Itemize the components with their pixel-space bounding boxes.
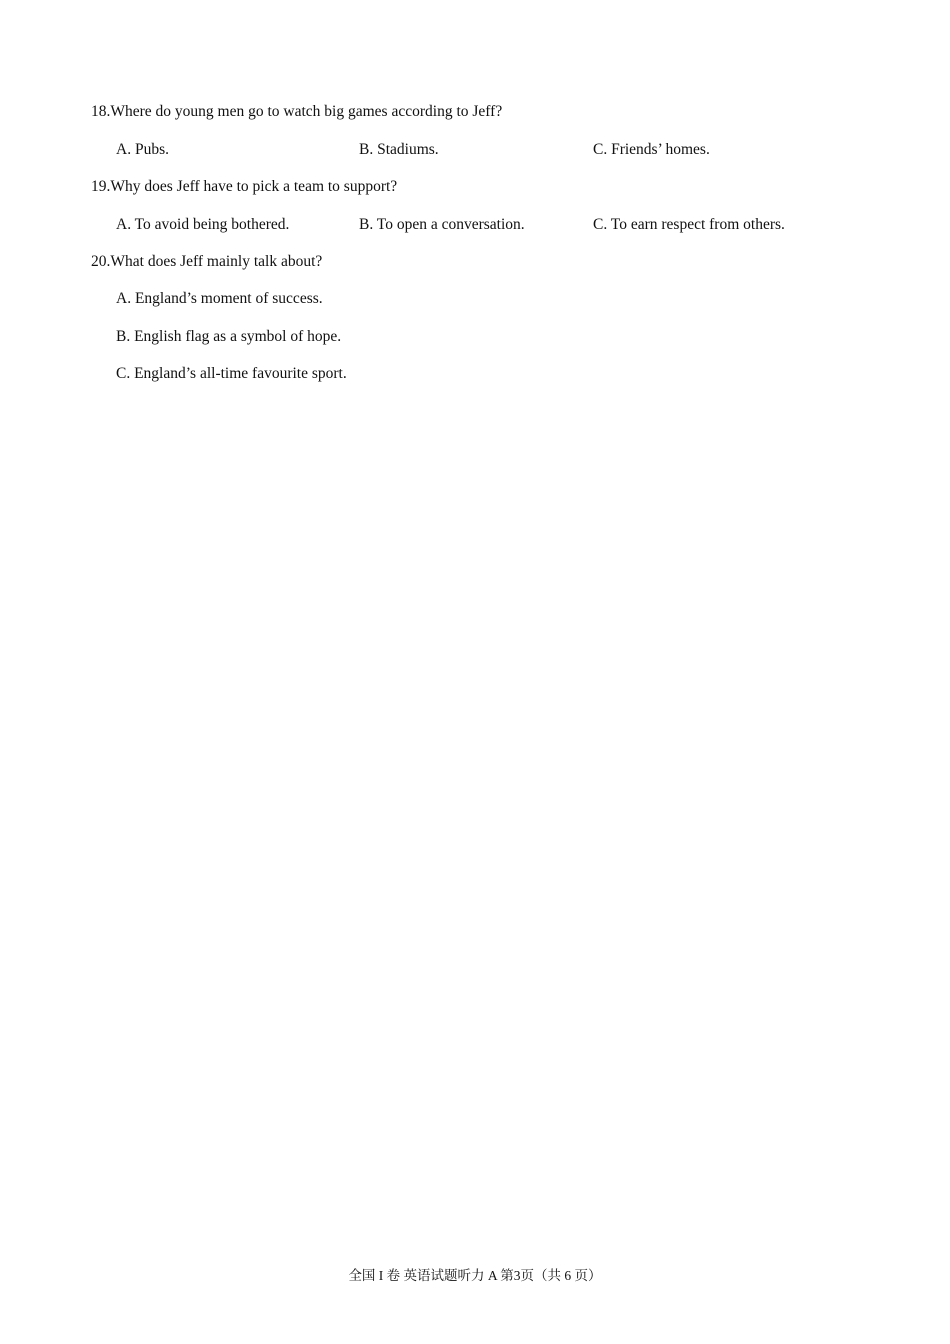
page-footer: 全国 I 卷 英语试题听力 A 第3页（共 6 页） [348,1268,602,1283]
question-19: 19.Why does Jeff have to pick a team to support? [91,178,398,195]
q18-option-b: B. Stadiums. [359,141,439,158]
q18-option-c: C. Friends’ homes. [593,141,710,158]
question-20: 20.What does Jeff mainly talk about? [91,253,323,270]
question-18: 18.Where do young men go to watch big games according to Jeff? [91,103,503,120]
q19-option-b: B. To open a conversation. [359,216,525,233]
q19-option-a: A. To avoid being bothered. [116,216,290,233]
q19-option-c: C. To earn respect from others. [593,216,785,233]
q20-option-b: B. English flag as a symbol of hope. [116,328,342,345]
q20-option-a: A. England’s moment of success. [116,290,323,307]
q18-option-a: A. Pubs. [116,141,169,158]
q20-option-c: C. England’s all-time favourite sport. [116,365,347,382]
